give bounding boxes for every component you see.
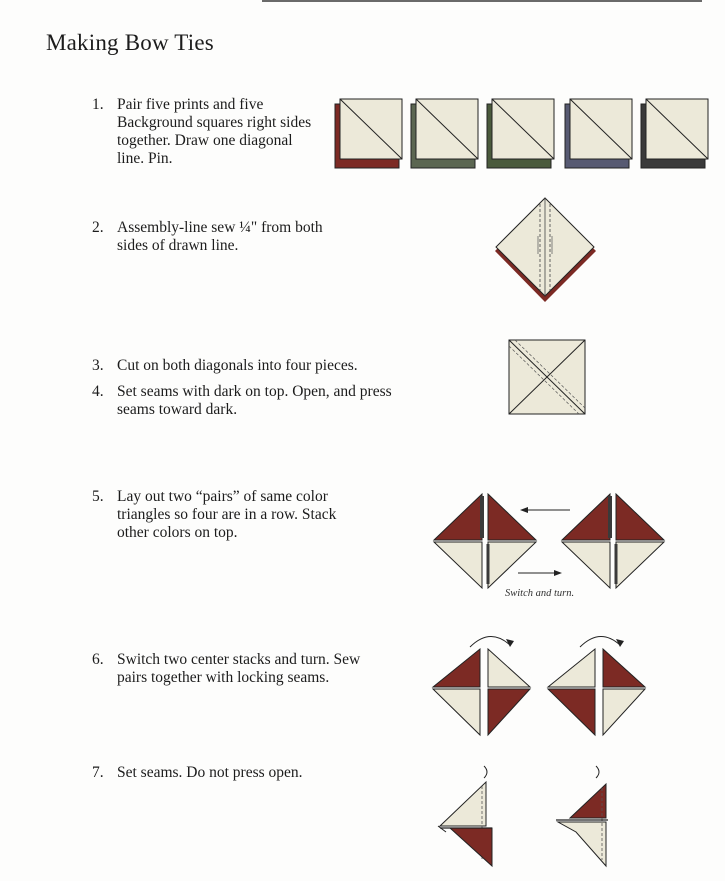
step-text-line: Assembly-line sew ¼" from both: [117, 219, 323, 236]
step-number: 5.: [92, 488, 104, 505]
cut-square-illustration: [505, 337, 590, 417]
step-number: 4.: [92, 383, 104, 400]
step-1: [92, 96, 311, 168]
curved-arrow-icon: [580, 636, 624, 647]
bow-tie-pair-left: [433, 649, 530, 735]
step-number: 3.: [92, 357, 104, 374]
arrow-right-icon: [518, 570, 562, 576]
page-title: Making Bow Ties: [46, 30, 214, 55]
step-number: 7.: [92, 764, 104, 781]
step-7: [92, 764, 303, 782]
step-number: 6.: [92, 651, 104, 668]
step-4: [92, 383, 392, 419]
step-text-line: Pair five prints and five: [117, 96, 264, 113]
sewn-diamond-illustration: [490, 196, 600, 306]
step-text-line: line. Pin.: [117, 150, 173, 167]
paired-square: [487, 99, 554, 168]
step-5: [92, 488, 336, 542]
step-text-line: Cut on both diagonals into four pieces.: [117, 357, 358, 374]
step-text-line: seams toward dark.: [117, 401, 238, 418]
step-6: [92, 651, 360, 687]
paired-square: [411, 99, 478, 168]
triangle-pair-left: [434, 494, 536, 588]
paired-square: [641, 99, 708, 168]
step-text-line: triangles so four are in a row. Stack: [117, 506, 337, 523]
seam-unit-left: [438, 766, 492, 866]
arrow-left-icon: [520, 507, 570, 513]
step-number: 2.: [92, 219, 104, 236]
bow-tie-pair-right: [548, 649, 645, 735]
paired-square: [565, 99, 632, 168]
page-top-rule: [262, 0, 702, 2]
seam-unit-right: [556, 766, 608, 866]
step-text-line: Set seams. Do not press open.: [117, 764, 303, 781]
step-text-line: together. Draw one diagonal: [117, 132, 293, 149]
step-2: [92, 219, 323, 255]
step-text-line: Background squares right sides: [117, 114, 312, 131]
illustration-caption: Switch and turn.: [505, 588, 575, 599]
step-text-line: pairs together with locking seams.: [117, 669, 330, 686]
step-text-line: sides of drawn line.: [117, 237, 239, 254]
step-number: 1.: [92, 96, 104, 113]
triangle-pair-right: [562, 494, 664, 588]
step-text-line: Lay out two “pairs” of same color: [117, 488, 328, 505]
step-3: [92, 357, 358, 375]
triangle-layout-illustration: [428, 488, 668, 588]
paired-square: [335, 99, 402, 168]
set-seams-illustration: [436, 762, 626, 872]
paired-squares-illustration: [330, 96, 720, 176]
step-text-line: other colors on top.: [117, 524, 238, 541]
curved-arrow-icon: [470, 636, 514, 647]
switched-pairs-illustration: [430, 625, 650, 743]
step-text-line: Set seams with dark on top. Open, and press: [117, 383, 392, 400]
step-text-line: Switch two center stacks and turn. Sew: [117, 651, 361, 668]
